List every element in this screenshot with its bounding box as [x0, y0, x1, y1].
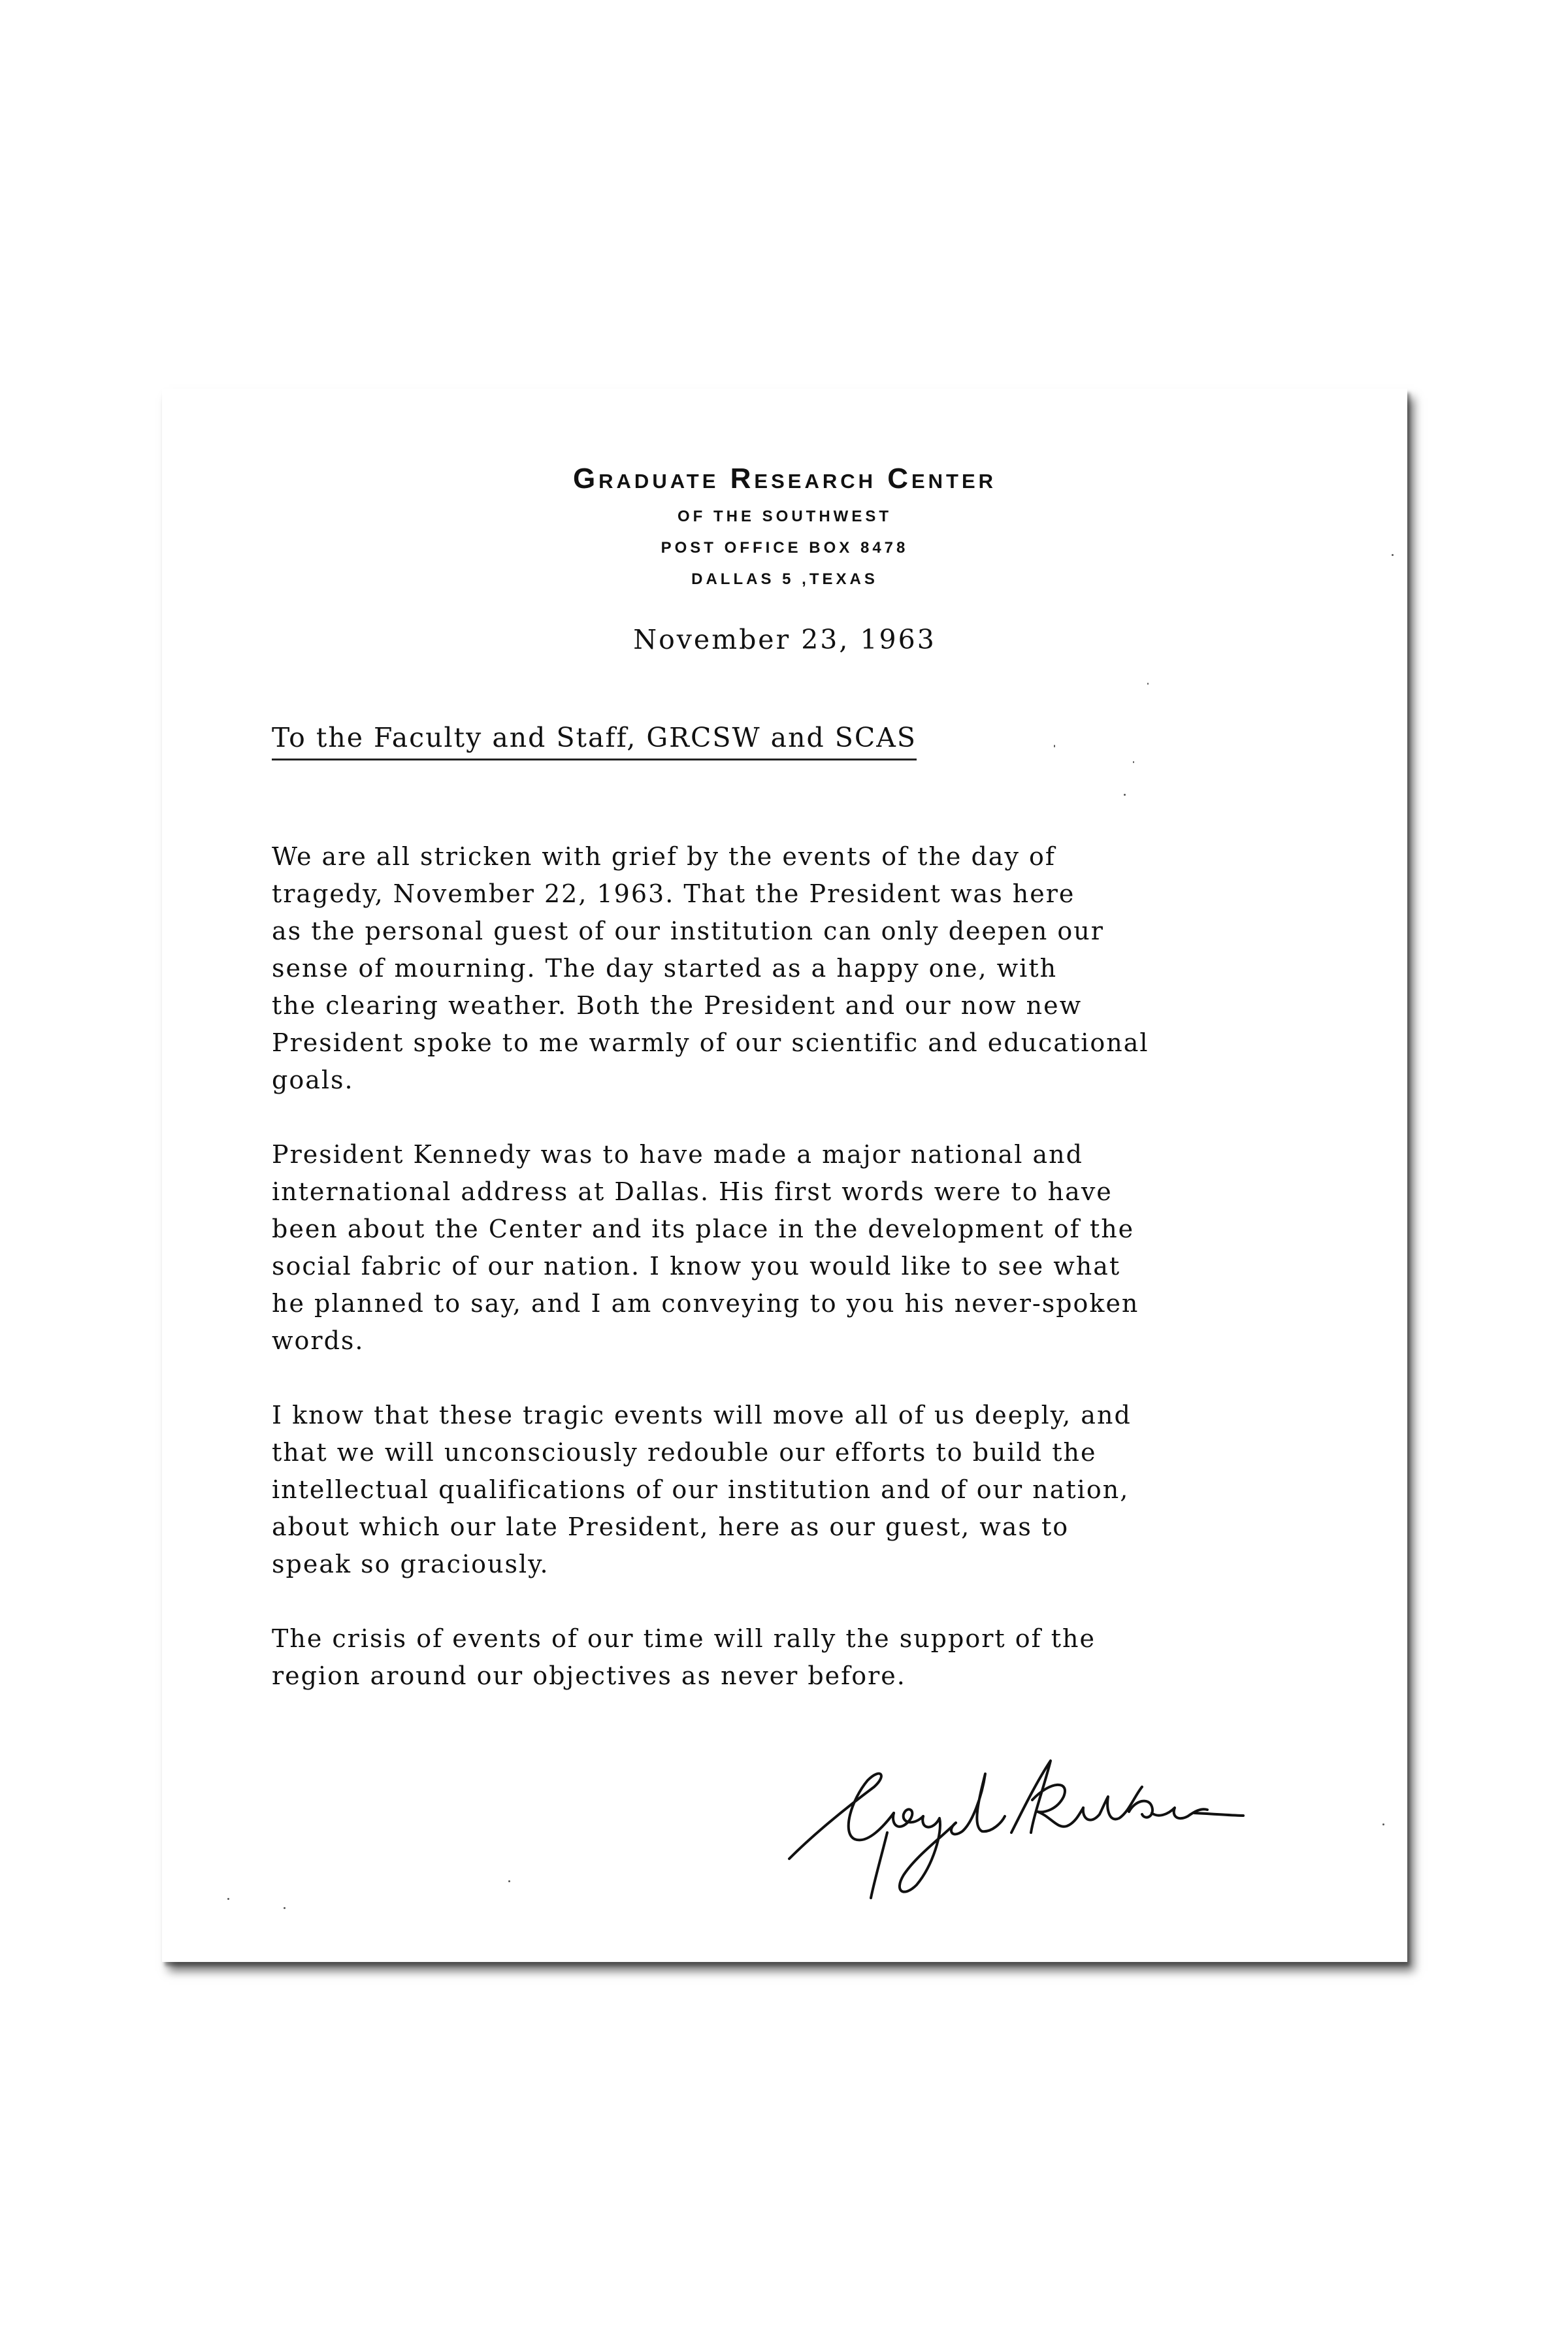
letterhead-subtitle: OF THE SOUTHWEST	[678, 508, 892, 525]
letterhead-po-box: POST OFFICE BOX 8478	[661, 539, 909, 557]
paper-speck	[1382, 1823, 1384, 1825]
paper-speck	[1147, 683, 1149, 685]
letter-date: November 23, 1963	[633, 624, 936, 655]
paper-speck	[508, 1880, 510, 1882]
letterhead	[162, 461, 1407, 595]
paper-speck	[1133, 761, 1134, 763]
salutation: To the Faculty and Staff, GRCSW and SCAS	[272, 722, 917, 760]
letterhead-city: DALLAS 5 ,TEXAS	[691, 570, 878, 588]
paper-speck	[1054, 745, 1055, 747]
letterhead-organization: Graduate Research Center	[572, 463, 997, 495]
paragraph-2: President Kennedy was to have made a major national and international address at Dallas. His first words were to have been about the Center and its place in the development of the social fabric of our nation. I know you would like to see what he planned to say, and I am conveying to you his never-spoken words.	[272, 1140, 1139, 1355]
paragraph-4: The crisis of events of our time will rally the support of the region around our objectives as never before.	[272, 1624, 1096, 1690]
paragraph-1: We are all stricken with grief by the events of the day of tragedy, November 22, 1963. That the President was here as the personal guest of our institution can only deepen our sense of mourning. The day started as a happy one, with the clearing weather. Both the President and our now new President spoke to me warmly of our scientific and educational goals.	[272, 842, 1149, 1094]
paragraph-3: I know that these tragic events will move all of us deeply, and that we will unconsciously redouble our efforts to build the intellectual qualifications of our institution and of our nation, about which our late President, here as our guest, was to speak so graciously.	[272, 1401, 1132, 1578]
signature-icon	[776, 1735, 1247, 1904]
letter-body	[272, 838, 1343, 1732]
paper-speck	[227, 1898, 229, 1900]
letter-sheet	[162, 389, 1407, 1962]
paper-speck	[1124, 794, 1126, 796]
paper-speck	[284, 1907, 286, 1909]
paper-speck	[1392, 554, 1394, 556]
